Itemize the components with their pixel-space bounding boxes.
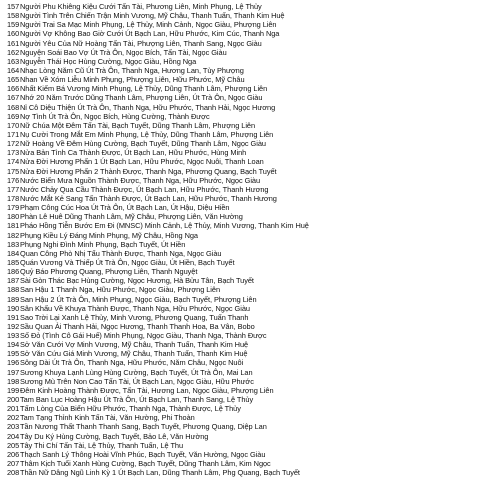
item-text: Sân Khấu Về Khuya Thành Được, Thanh Nga, Hữu Phước, Ngọc Giàu bbox=[20, 303, 250, 313]
item-text: Nửa Đời Hương Phấn 1 Út Bạch Lan, Hữu Phước, Ngọc Nuôi, Thanh Loan bbox=[20, 157, 264, 167]
list-item bbox=[7, 441, 480, 450]
list-item bbox=[7, 20, 480, 29]
list-item bbox=[7, 395, 480, 404]
item-number: 182 bbox=[7, 230, 20, 240]
item-number: 201 bbox=[7, 404, 20, 414]
item-number: 195 bbox=[7, 349, 20, 359]
list-item bbox=[7, 386, 480, 395]
item-number: 184 bbox=[7, 248, 20, 258]
list-item bbox=[7, 221, 480, 230]
item-text: Nước Chảy Qua Cầu Thành Được, Út Bạch Lan, Hữu Phước, Thanh Hương bbox=[20, 184, 269, 194]
item-number: 187 bbox=[7, 276, 20, 286]
list-item bbox=[7, 148, 480, 157]
item-number: 194 bbox=[7, 340, 20, 350]
item-text: Sầu Quan Ải Thanh Hải, Ngọc Hương, Thanh Thanh Hoa, Ba Vân, Bobo bbox=[20, 321, 255, 331]
list-item bbox=[7, 432, 480, 441]
item-text: Nhớ 20 Năm Trước Dũng Thanh Lâm, Phượng Liên, Út Trà Ôn, Ngọc Giàu bbox=[20, 93, 263, 103]
list-item bbox=[7, 167, 480, 176]
item-text: Nước Biển Mưa Nguồn Thành Được, Thanh Nga, Hữu Phước, Ngọc Giàu bbox=[20, 175, 261, 185]
list-item bbox=[7, 112, 480, 121]
item-number: 192 bbox=[7, 321, 20, 331]
item-text: Nhất Kiếm Bá Vương Minh Phụng, Lệ Thủy, Dũng Thanh Lâm, Phượng Liên bbox=[20, 84, 268, 94]
item-text: Thâm Kịch Tuổi Xanh Hùng Cường, Bạch Tuyết, Dũng Thanh Lâm, Kim Ngọc bbox=[20, 459, 271, 469]
item-number: 180 bbox=[7, 212, 20, 222]
list-item bbox=[7, 468, 480, 477]
item-number: 166 bbox=[7, 84, 20, 94]
item-number: 165 bbox=[7, 75, 20, 85]
item-number: 157 bbox=[7, 2, 20, 11]
item-number: 207 bbox=[7, 459, 20, 469]
item-number: 169 bbox=[7, 111, 20, 121]
item-text: Quan Công Phò Nhị Tẩu Thành Được, Thanh Nga, Ngọc Giàu bbox=[20, 248, 222, 258]
item-number: 208 bbox=[7, 468, 20, 478]
cai-luong-title-list bbox=[7, 2, 480, 477]
item-number: 186 bbox=[7, 267, 20, 277]
list-item bbox=[7, 258, 480, 267]
item-text: Đêm Kinh Hoàng Thành Được, Tấn Tài, Hương Lan, Ngọc Giàu, Phượng Liên bbox=[20, 385, 274, 395]
item-number: 159 bbox=[7, 20, 20, 30]
list-item bbox=[7, 139, 480, 148]
item-number: 199 bbox=[7, 385, 20, 395]
list-item bbox=[7, 157, 480, 166]
item-number: 173 bbox=[7, 148, 20, 158]
item-number: 183 bbox=[7, 239, 20, 249]
list-item bbox=[7, 212, 480, 221]
item-number: 196 bbox=[7, 358, 20, 368]
item-text: Phạm Công Cúc Hoa Út Trà Ôn, Út Bạch Lan, Út Hậu, Diệu Hiền bbox=[20, 203, 230, 213]
list-item bbox=[7, 340, 480, 349]
item-text: Sương Mù Trên Non Cao Tấn Tài, Út Bạch Lan, Ngọc Giàu, Hữu Phước bbox=[20, 376, 254, 386]
item-text: Tây Du Ký Hùng Cường, Bạch Tuyết, Bảo Lê, Văn Hường bbox=[20, 431, 209, 441]
list-item bbox=[7, 304, 480, 313]
item-number: 167 bbox=[7, 93, 20, 103]
item-number: 158 bbox=[7, 11, 20, 21]
item-text: Nước Mắt Kẻ Sang Tấn Thành Được, Út Bạch Lan, Hữu Phước, Thanh Hương bbox=[20, 193, 277, 203]
item-number: 162 bbox=[7, 47, 20, 57]
item-text: Người Phu Khiêng Kiệu Cưới Tấn Tài, Phương Liên, Minh Phụng, Lệ Thủy bbox=[20, 2, 262, 11]
item-number: 206 bbox=[7, 449, 20, 459]
list-item bbox=[7, 368, 480, 377]
list-item bbox=[7, 322, 480, 331]
item-number: 177 bbox=[7, 184, 20, 194]
item-number: 191 bbox=[7, 312, 20, 322]
list-item bbox=[7, 103, 480, 112]
item-text: Người Trai Sa Mạc Minh Phụng, Lệ Thủy, Minh Cảnh, Ngọc Giàu, Phượng Liên bbox=[20, 20, 277, 30]
list-item bbox=[7, 2, 480, 11]
list-item bbox=[7, 331, 480, 340]
list-item bbox=[7, 176, 480, 185]
item-text: Sao Trời Lại Xanh Lệ Thủy, Minh Vương, Phương Quang, Tuấn Thanh bbox=[20, 312, 249, 322]
item-text: Phụng Kiều Lý Đáng Minh Phụng, Mỹ Châu, Hồng Nga bbox=[20, 230, 198, 240]
item-number: 198 bbox=[7, 376, 20, 386]
item-number: 174 bbox=[7, 157, 20, 167]
list-item bbox=[7, 84, 480, 93]
item-text: Nhạc Lòng Năm Cũ Út Trà Ôn, Thanh Nga, Hương Lan, Tùy Phượng bbox=[20, 65, 244, 75]
item-text: Thạch Sanh Lý Thông Hoài Vĩnh Phúc, Bạch Tuyết, Văn Hường, Ngọc Giàu bbox=[20, 449, 266, 459]
list-item bbox=[7, 358, 480, 367]
item-number: 203 bbox=[7, 422, 20, 432]
list-item bbox=[7, 48, 480, 57]
item-text: Tam Ban Lục Hoàng Hậu Út Trà Ôn, Út Bạch Lan, Thanh Sang, Lệ Thủy bbox=[20, 395, 254, 405]
list-item bbox=[7, 413, 480, 422]
item-number: 197 bbox=[7, 367, 20, 377]
list-item bbox=[7, 121, 480, 130]
item-text: San Hậu 1 Thanh Nga, Hữu Phước, Ngọc Giàu, Phượng Liên bbox=[20, 285, 221, 295]
list-item bbox=[7, 404, 480, 413]
list-item bbox=[7, 276, 480, 285]
item-number: 188 bbox=[7, 285, 20, 295]
item-text: Sở Văn Cưới Vợ Minh Vương, Mỹ Châu, Thanh Tuấn, Thanh Kim Huệ bbox=[20, 340, 249, 350]
item-number: 178 bbox=[7, 193, 20, 203]
item-text: Sương Khuya Lạnh Lùng Hùng Cường, Bạch Tuyết, Út Trà Ôn, Mai Lan bbox=[20, 367, 253, 377]
item-text: Sở Văn Cứu Giá Minh Vương, Mỹ Châu, Thanh Tuấn, Thanh Kim Huệ bbox=[20, 349, 248, 359]
list-item bbox=[7, 249, 480, 258]
list-item bbox=[7, 450, 480, 459]
item-number: 161 bbox=[7, 38, 20, 48]
item-text: Người Tình Trên Chiến Trận Minh Vương, Mỹ Châu, Thanh Tuấn, Thanh Kim Huệ bbox=[20, 11, 285, 21]
item-number: 176 bbox=[7, 175, 20, 185]
list-item bbox=[7, 93, 480, 102]
item-text: Nữ Chúa Một Đêm Tấn Tài, Bạch Tuyết, Dũng Thanh Lâm, Phượng Liên bbox=[20, 120, 256, 130]
item-text: Nửa Bản Tình Ca Thành Được, Út Bạch Lan, Hữu Phước, Hùng Minh bbox=[20, 148, 247, 158]
list-item bbox=[7, 231, 480, 240]
item-text: Nỉ Cô Diệu Thiện Út Trà Ôn, Thanh Nga, Hữu Phước, Thanh Hải, Ngọc Hương bbox=[20, 102, 276, 112]
item-number: 200 bbox=[7, 395, 20, 405]
item-text: Quán Vương Và Thiếp Út Trà Ôn, Ngọc Giàu, Út Hiền, Bạch Tuyết bbox=[20, 257, 235, 267]
list-item bbox=[7, 66, 480, 75]
item-number: 185 bbox=[7, 257, 20, 267]
item-number: 164 bbox=[7, 65, 20, 75]
item-text: Số Đỏ (Tình Cô Gái Huế) Minh Phụng, Ngọc Giàu, Thanh Nga, Thành Được bbox=[20, 331, 267, 341]
item-text: Phụng Nghi Đình Minh Phụng, Bạch Tuyết, Út Hiền bbox=[20, 239, 186, 249]
list-item bbox=[7, 295, 480, 304]
item-text: Tần Nương Thất Thanh Thanh Sang, Bạch Tuyết, Phương Quang, Diệp Lan bbox=[20, 422, 267, 432]
item-text: Nguyện Soái Bao Vợ Út Trà Ôn, Ngọc Bích, Tấn Tài, Ngọc Giàu bbox=[20, 47, 227, 57]
item-number: 163 bbox=[7, 56, 20, 66]
list-item bbox=[7, 194, 480, 203]
list-item bbox=[7, 267, 480, 276]
item-number: 181 bbox=[7, 221, 20, 231]
item-text: Sông Dài Út Trà Ôn, Thanh Nga, Hữu Phước, Năm Châu, Ngọc Nuôi bbox=[20, 358, 244, 368]
list-item bbox=[7, 203, 480, 212]
item-text: Thần Nữ Dâng Ngũ Linh Kỳ 1 Út Bạch Lan, Dũng Thanh Lâm, Phg Quang, Bạch Tuyết bbox=[20, 468, 300, 478]
list-item bbox=[7, 57, 480, 66]
item-text: Pháo Hồng Tiễn Bước Em Đi (MNSC) Minh Cảnh, Lệ Thủy, Minh Vương, Thanh Kim Huệ bbox=[20, 221, 309, 231]
item-number: 179 bbox=[7, 203, 20, 213]
item-number: 193 bbox=[7, 331, 20, 341]
item-number: 172 bbox=[7, 139, 20, 149]
item-number: 190 bbox=[7, 303, 20, 313]
item-number: 205 bbox=[7, 440, 20, 450]
list-item bbox=[7, 240, 480, 249]
item-text: Nguyễn Thái Học Hùng Cường, Ngọc Giàu, Hồng Nga bbox=[20, 56, 197, 66]
list-item bbox=[7, 459, 480, 468]
item-number: 171 bbox=[7, 129, 20, 139]
item-text: Phàn Lê Huê Dũng Thanh Lâm, Mỹ Châu, Phượng Liên, Văn Hường bbox=[20, 212, 243, 222]
list-item bbox=[7, 29, 480, 38]
item-text: Tây Thi Chí Tấn Tài, Lệ Thủy, Thanh Tuấn, Lệ Thu bbox=[20, 440, 184, 450]
list-item bbox=[7, 349, 480, 358]
item-text: Nữ Hoàng Về Đêm Hùng Cường, Bạch Tuyết, Dũng Thanh Lâm, Ngọc Giàu bbox=[20, 139, 266, 149]
item-text: Nửa Đời Hương Phấn 2 Thành Được, Thanh Nga, Phương Quang, Bạch Tuyết bbox=[20, 166, 277, 176]
list-item bbox=[7, 39, 480, 48]
item-text: Người Vợ Không Bao Giờ Cưới Út Bạch Lan, Hữu Phước, Kim Cúc, Thanh Nga bbox=[20, 29, 280, 39]
item-text: Quỷ Báo Phương Quang, Phượng Liên, Thanh Nguyệt bbox=[20, 267, 198, 277]
item-number: 175 bbox=[7, 166, 20, 176]
list-item bbox=[7, 377, 480, 386]
item-text: Tấm Lòng Của Biển Hữu Phước, Thanh Nga, Thành Được, Lệ Thủy bbox=[20, 404, 241, 414]
list-item bbox=[7, 130, 480, 139]
list-item bbox=[7, 185, 480, 194]
item-number: 168 bbox=[7, 102, 20, 112]
item-text: Tam Tạng Thỉnh Kinh Tấn Tài, Văn Hường, Phi Thoàn bbox=[20, 413, 195, 423]
item-number: 160 bbox=[7, 29, 20, 39]
list-item bbox=[7, 75, 480, 84]
item-text: Sài Gòn Thác Bạc Hùng Cường, Ngọc Hương, Hà Bửu Tân, Bạch Tuyết bbox=[20, 276, 254, 286]
item-text: Nhan Về Xóm Liễu Minh Phụng, Phượng Liên, Hữu Phước, Mỹ Châu bbox=[20, 75, 245, 85]
list-item bbox=[7, 11, 480, 20]
item-number: 204 bbox=[7, 431, 20, 441]
item-text: San Hậu 2 Út Trà Ôn, Minh Phụng, Ngọc Giàu, Bạch Tuyết, Phượng Liên bbox=[20, 294, 257, 304]
item-number: 202 bbox=[7, 413, 20, 423]
list-item bbox=[7, 422, 480, 431]
list-item bbox=[7, 313, 480, 322]
item-number: 189 bbox=[7, 294, 20, 304]
item-text: Người Yêu Của Nữ Hoàng Tấn Tài, Phượng Liên, Thanh Sang, Ngọc Giàu bbox=[20, 38, 262, 48]
list-item bbox=[7, 285, 480, 294]
item-number: 170 bbox=[7, 120, 20, 130]
item-text: Nợ Tình Út Trà Ôn, Ngọc Bích, Hùng Cường, Thành Được bbox=[20, 111, 210, 121]
item-text: Nụ Cười Trong Mắt Em Minh Phụng, Lệ Thủy, Dũng Thanh Lâm, Phượng Liên bbox=[20, 129, 274, 139]
